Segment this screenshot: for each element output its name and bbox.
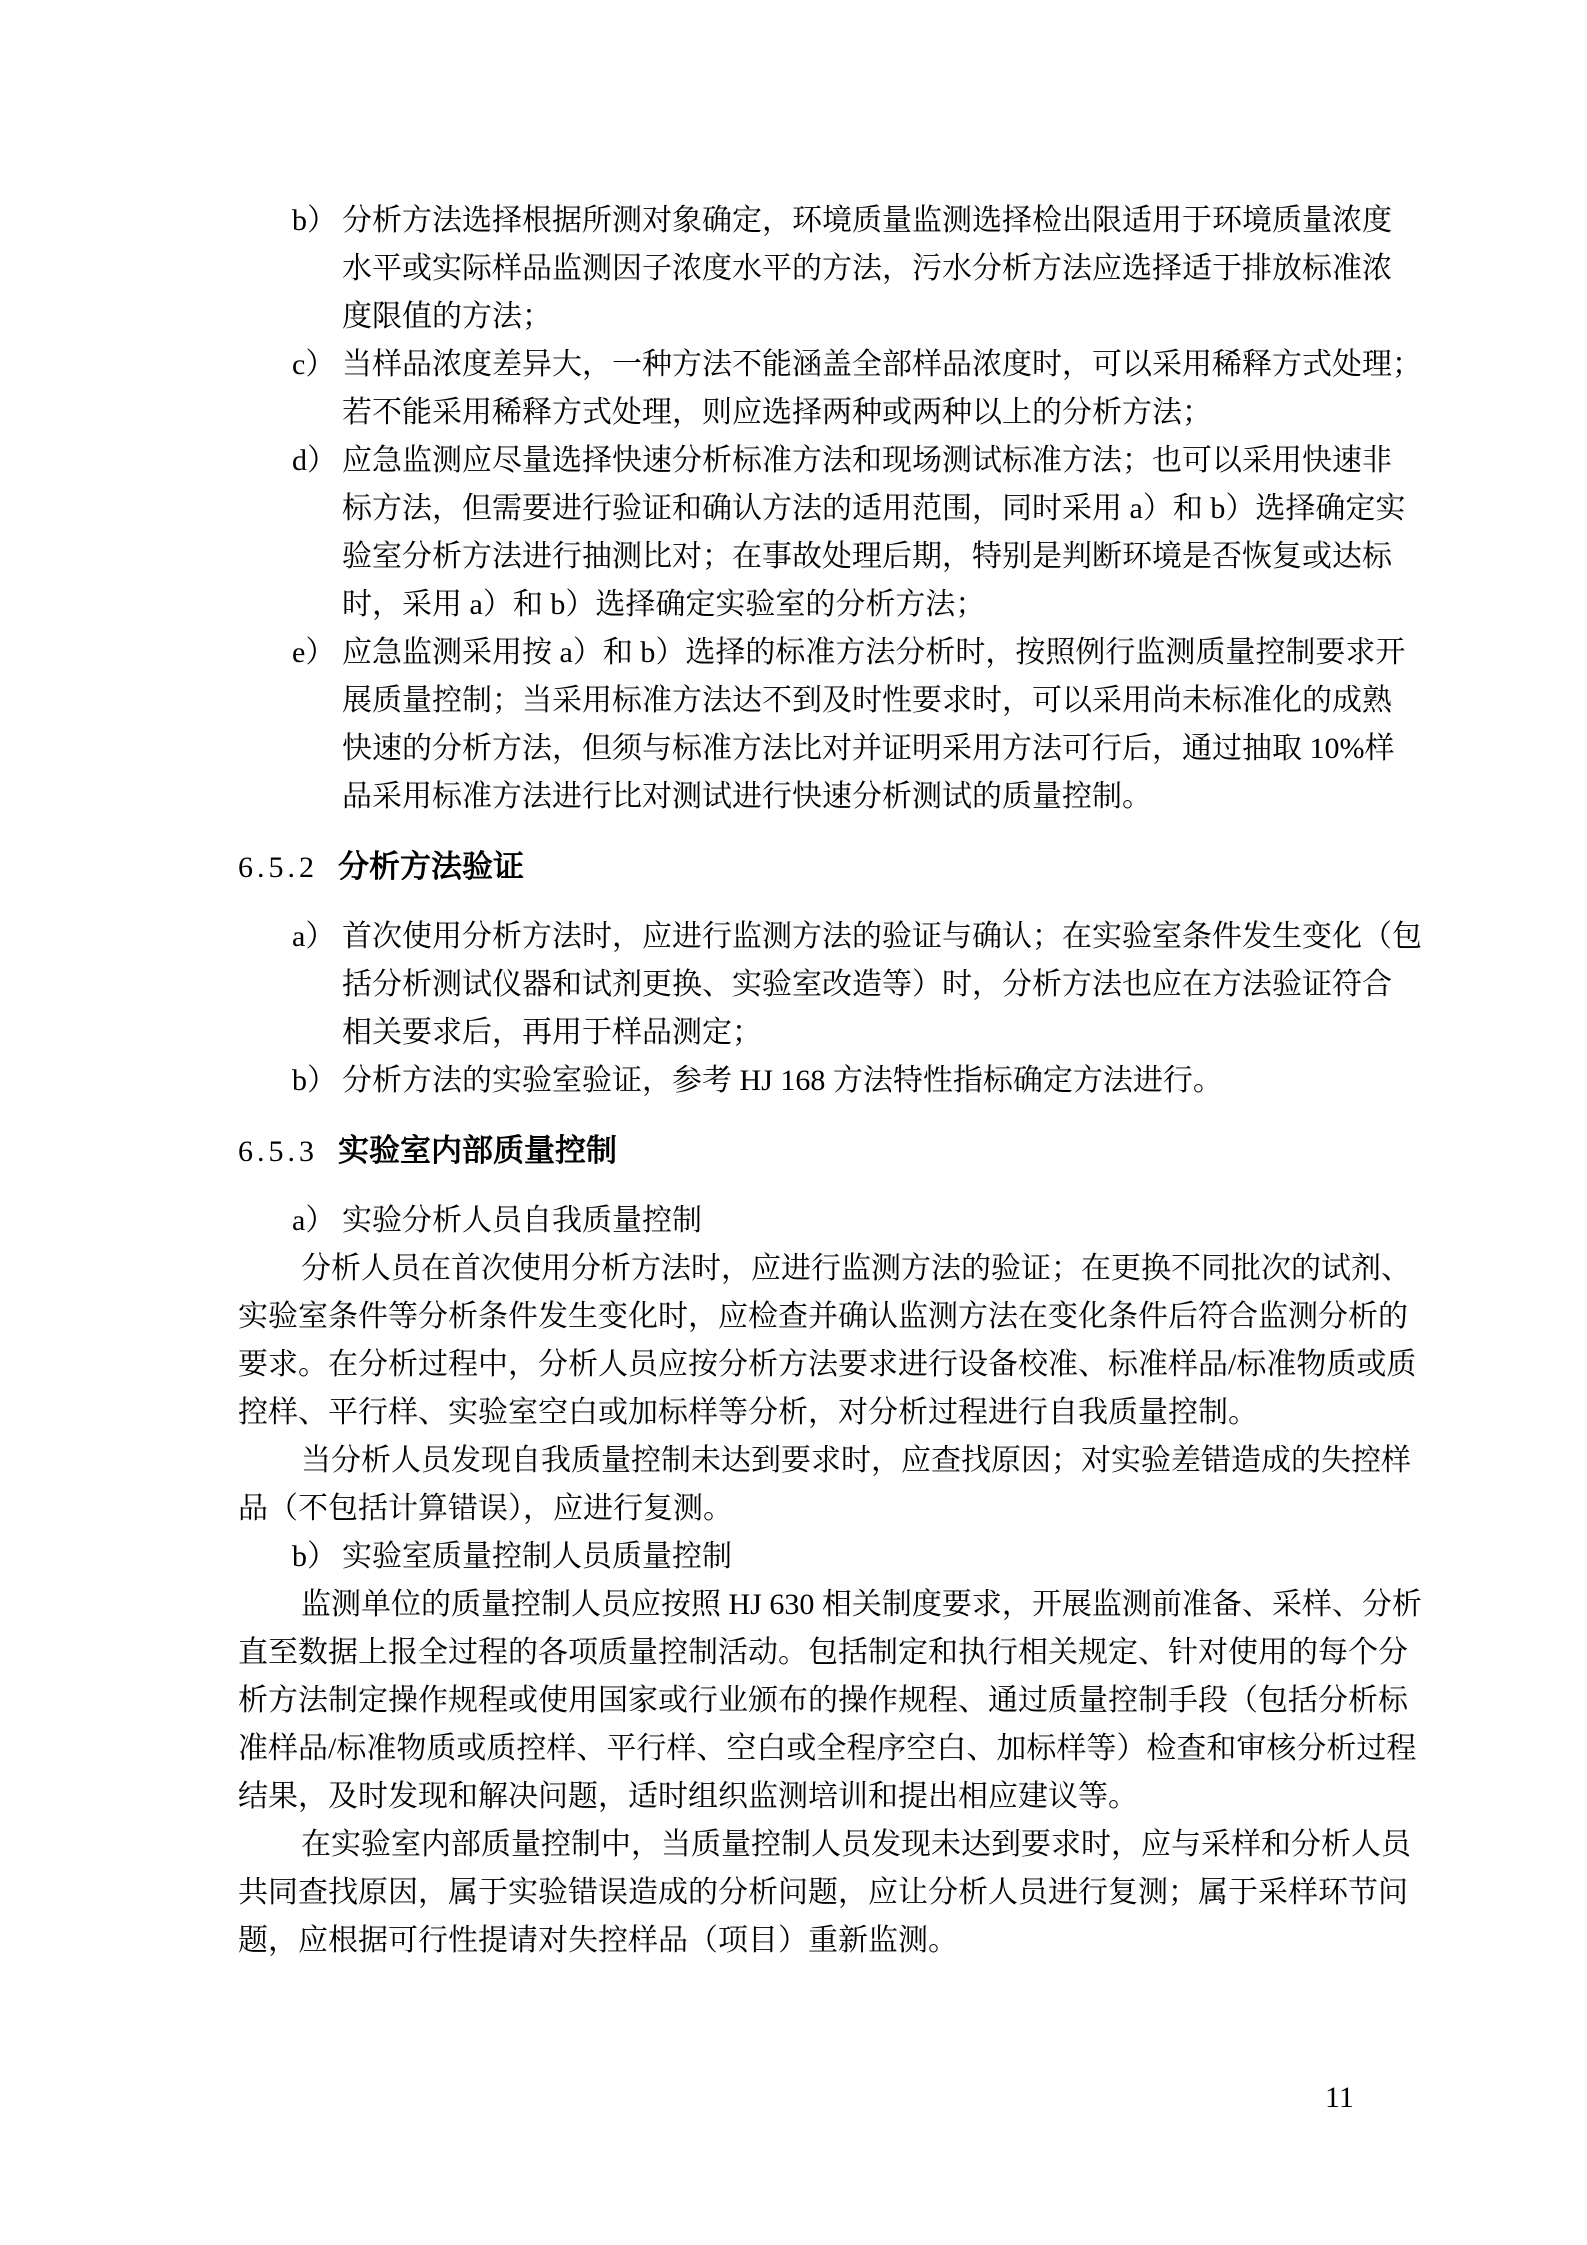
text-line: 品（不包括计算错误），应进行复测。 xyxy=(238,1492,733,1525)
text-line: 括分析测试仪器和试剂更换、实验室改造等）时，分析方法也应在方法验证符合 xyxy=(342,968,1392,1001)
list-marker: a） xyxy=(292,1204,336,1237)
list-text: 首次使用分析方法时，应进行监测方法的验证与确认；在实验室条件发生变化（包 xyxy=(342,920,1422,953)
list-item-b xyxy=(238,197,1414,341)
page-content xyxy=(238,197,1422,1965)
heading-number: 6.5.3 xyxy=(238,1135,318,1168)
list-text: 应急监测采用按 a）和 b）选择的标准方法分析时，按照例行监测质量控制要求开 xyxy=(342,636,1406,669)
text-line: 水平或实际样品监测因子浓度水平的方法，污水分析方法应选择适于排放标准浓 xyxy=(342,252,1392,285)
text-line: 当分析人员发现自我质量控制未达到要求时，应查找原因；对实验差错造成的失控样 xyxy=(301,1444,1411,1477)
text-line xyxy=(292,197,1414,245)
list-item-a-652 xyxy=(238,913,1422,1057)
heading-title: 实验室内部质量控制 xyxy=(338,1133,617,1168)
page-number: 11 xyxy=(1325,2081,1354,2114)
text-line xyxy=(292,1533,1414,1581)
paragraph xyxy=(238,1245,1417,1437)
list-marker: d） xyxy=(292,444,337,477)
text-line: 展质量控制；当采用标准方法达不到及时性要求时，可以采用尚未标准化的成熟 xyxy=(342,684,1392,717)
text-line: 快速的分析方法，但须与标准方法比对并证明采用方法可行后，通过抽取 10%样 xyxy=(342,732,1395,765)
section-heading-653 xyxy=(238,1127,1414,1175)
list-item-b-653 xyxy=(238,1533,1414,1581)
paragraph xyxy=(238,1581,1422,1821)
list-marker: a） xyxy=(292,920,336,953)
text-line xyxy=(292,1057,1414,1105)
list-item-a-653 xyxy=(238,1197,1414,1245)
list-marker: b） xyxy=(292,1540,337,1573)
text-line: 分析人员在首次使用分析方法时，应进行监测方法的验证；在更换不同批次的试剂、 xyxy=(301,1252,1411,1285)
list-item-d xyxy=(238,437,1414,629)
list-marker: b） xyxy=(292,1064,337,1097)
text-line xyxy=(292,629,1414,677)
list-marker: b） xyxy=(292,204,337,237)
list-text: 实验分析人员自我质量控制 xyxy=(342,1204,702,1237)
text-line: 直至数据上报全过程的各项质量控制活动。包括制定和执行相关规定、针对使用的每个分 xyxy=(238,1636,1408,1669)
text-line: 控样、平行样、实验室空白或加标样等分析，对分析过程进行自我质量控制。 xyxy=(238,1396,1258,1429)
heading-number: 6.5.2 xyxy=(238,851,318,884)
text-line xyxy=(292,913,1422,961)
text-line: 相关要求后，再用于样品测定； xyxy=(342,1016,762,1049)
list-item-c xyxy=(238,341,1422,437)
text-line xyxy=(292,341,1422,389)
list-item-e xyxy=(238,629,1414,821)
list-marker: e） xyxy=(292,636,336,669)
text-line: 实验室条件等分析条件发生变化时，应检查并确认监测方法在变化条件后符合监测分析的 xyxy=(238,1300,1408,1333)
text-line: 时，采用 a）和 b）选择确定实验室的分析方法； xyxy=(342,588,986,621)
text-line: 度限值的方法； xyxy=(342,300,552,333)
text-line: 标方法，但需要进行验证和确认方法的适用范围，同时采用 a）和 b）选择确定实 xyxy=(342,492,1406,525)
list-text: 实验室质量控制人员质量控制 xyxy=(342,1540,732,1573)
heading-title: 分析方法验证 xyxy=(338,849,524,884)
text-line: 若不能采用稀释方式处理，则应选择两种或两种以上的分析方法； xyxy=(342,396,1212,429)
paragraph xyxy=(238,1437,1414,1533)
paragraph xyxy=(238,1821,1414,1965)
text-line: 析方法制定操作规程或使用国家或行业颁布的操作规程、通过质量控制手段（包括分析标 xyxy=(238,1684,1408,1717)
text-line: 要求。在分析过程中，分析人员应按分析方法要求进行设备校准、标准样品/标准物质或质 xyxy=(238,1348,1417,1381)
text-line xyxy=(292,1197,1414,1245)
text-line: 结果，及时发现和解决问题，适时组织监测培训和提出相应建议等。 xyxy=(238,1780,1138,1813)
list-text: 分析方法的实验室验证，参考 HJ 168 方法特性指标确定方法进行。 xyxy=(342,1064,1223,1097)
text-line: 共同查找原因，属于实验错误造成的分析问题，应让分析人员进行复测；属于采样环节问 xyxy=(238,1876,1408,1909)
list-text: 分析方法选择根据所测对象确定，环境质量监测选择检出限适用于环境质量浓度 xyxy=(342,204,1392,237)
section-heading-652 xyxy=(238,843,1414,891)
text-line: 监测单位的质量控制人员应按照 HJ 630 相关制度要求，开展监测前准备、采样、分析 xyxy=(301,1588,1422,1621)
list-text: 应急监测应尽量选择快速分析标准方法和现场测试标准方法；也可以采用快速非 xyxy=(342,444,1392,477)
text-line: 在实验室内部质量控制中，当质量控制人员发现未达到要求时，应与采样和分析人员 xyxy=(301,1828,1411,1861)
text-line: 品采用标准方法进行比对测试进行快速分析测试的质量控制。 xyxy=(342,780,1152,813)
list-item-b-652 xyxy=(238,1057,1414,1105)
text-line: 题，应根据可行性提请对失控样品（项目）重新监测。 xyxy=(238,1924,958,1957)
text-line: 验室分析方法进行抽测比对；在事故处理后期，特别是判断环境是否恢复或达标 xyxy=(342,540,1392,573)
text-line: 准样品/标准物质或质控样、平行样、空白或全程序空白、加标样等）检查和审核分析过程 xyxy=(238,1732,1417,1765)
text-line xyxy=(292,437,1414,485)
list-text: 当样品浓度差异大，一种方法不能涵盖全部样品浓度时，可以采用稀释方式处理； xyxy=(342,348,1422,381)
list-marker: c） xyxy=(292,348,336,381)
